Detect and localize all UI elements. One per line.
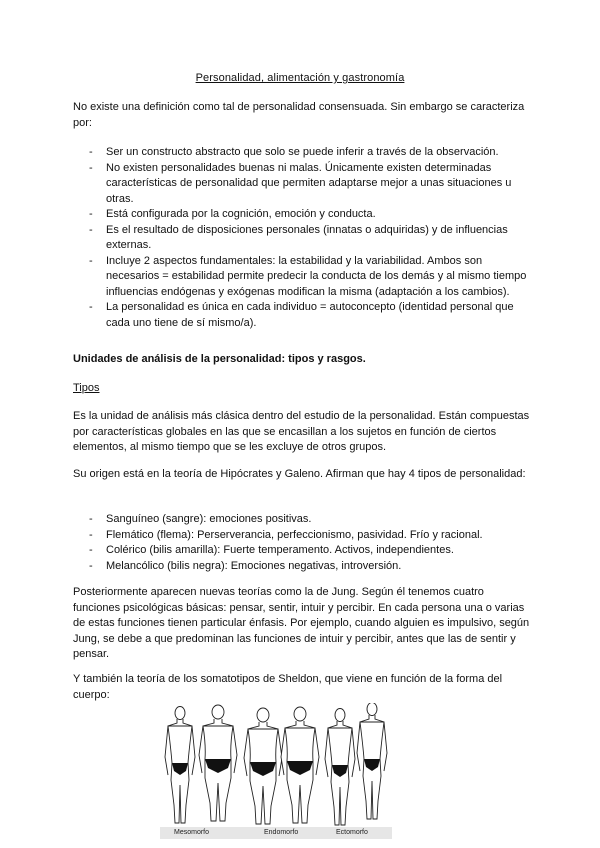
figure-mesomorph-male xyxy=(199,705,237,821)
intro-paragraph: No existe una definición como tal de personalidad consensuada. Sin embargo se caracteriza por: xyxy=(73,101,525,129)
list-item: - No existen personalidades buenas ni malas. Únicamente existen determinadas características de personalidad que permiten adaptarse mejor a unas situaciones u otras. xyxy=(73,161,533,208)
caption-endomorfo: Endomorfo xyxy=(264,829,299,836)
figure-ectomorph-male xyxy=(357,703,387,819)
caption-ectomorfo: Ectomorfo xyxy=(336,829,368,836)
figure-captions xyxy=(160,827,392,839)
sheldon-paragraph: Y también la teoría de los somatotipos de Sheldon, que viene en función de la forma del cuerpo: xyxy=(73,673,503,701)
list-item: - Colérico (bilis amarilla): Fuerte temperamento. Activos, independientes. xyxy=(73,543,533,559)
list-item: - Está configurada por la cognición, emoción y conducta. xyxy=(73,207,533,223)
list-item: - Flemático (flema): Perserverancia, perfeccionismo, pasividad. Frío y racional. xyxy=(73,528,533,544)
list-item: - La personalidad es única en cada individuo = autoconcepto (identidad personal que cada uno tiene de sí mismo/a). xyxy=(73,300,533,331)
tipos-paragraph: Es la unidad de análisis más clásica dentro del estudio de la personalidad. Están compuestas por características globales en las que se encasillan a los sujetos en función de ciertos elementos, al mismo tiempo que se les excluye de otros grupos. xyxy=(73,410,530,453)
figure-endomorph-male xyxy=(281,707,319,823)
document-title: Personalidad, alimentación y gastronomía xyxy=(195,72,405,84)
figure-mesomorph-female xyxy=(165,707,195,824)
list-item: - Sanguíneo (sangre): emociones positivas. xyxy=(73,512,533,528)
jung-paragraph: Posteriormente aparecen nuevas teorías como la de Jung. Según él tenemos cuatro funciones psicológicas básicas: pensar, sentir, intuir y percibir. En cada persona una o varias de estas funciones tienen particular énfasis. Por ejemplo, cuando alguien es impulsivo, según Jung, se debe a que predominan las funciones de intuir y percibir, antes que las de sentir y pensar. xyxy=(73,586,530,660)
list-item: - Melancólico (bilis negra): Emociones negativas, introversión. xyxy=(73,559,533,575)
temperaments-list xyxy=(73,512,533,574)
characteristics-list xyxy=(73,145,533,331)
origin-paragraph: Su origen está en la teoría de Hipócrates y Galeno. Afirman que hay 4 tipos de personalidad: xyxy=(73,468,526,480)
caption-mesomorfo: Mesomorfo xyxy=(174,829,210,836)
figure-endomorph-female xyxy=(244,708,282,824)
list-item: - Incluye 2 aspectos fundamentales: la estabilidad y la variabilidad. Ambos son necesarios = estabilidad permite predecir la conducta de los demás y al mismo tiempo influencias endógenas y exógenas modifican la misma (adaptación a los cambios). xyxy=(73,254,533,301)
somatotypes-figure xyxy=(160,703,392,838)
figure-ectomorph-female xyxy=(325,709,355,826)
list-item: - Ser un constructo abstracto que solo se puede inferir a través de la observación. xyxy=(73,145,533,161)
subheading-tipos: Tipos xyxy=(73,382,100,394)
section-heading: Unidades de análisis de la personalidad: tipos y rasgos. xyxy=(73,353,366,365)
list-item: - Es el resultado de disposiciones personales (innatas o adquiridas) y de influencias externas. xyxy=(73,223,533,254)
